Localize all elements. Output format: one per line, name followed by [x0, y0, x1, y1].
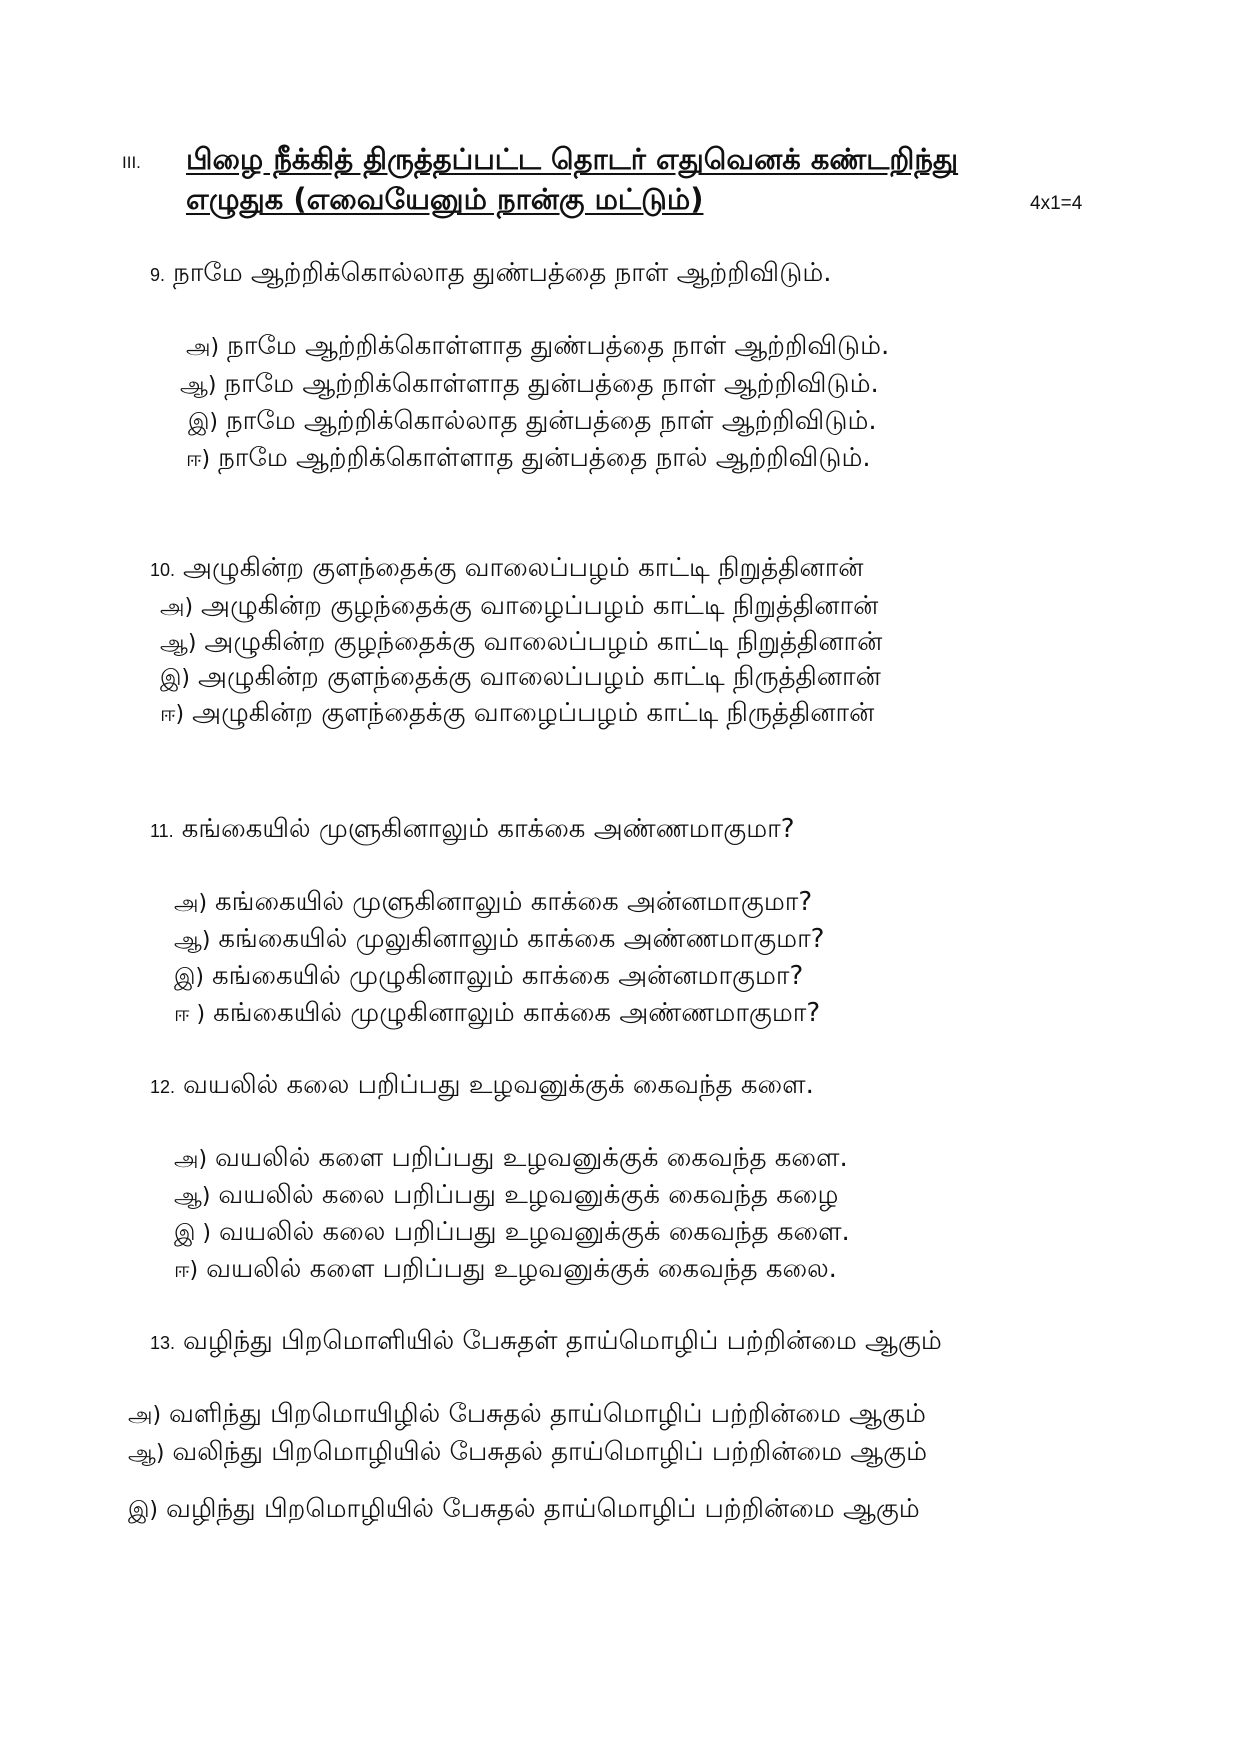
- question-text: நாமே ஆற்றிக்கொல்லாத துண்பத்தை நாள் ஆற்றிவிடும்.: [173, 258, 832, 288]
- option-label: ஆ): [128, 1441, 165, 1466]
- option-text: அழுகின்ற குழந்தைக்கு வாழைப்பழம் காட்டி நிறுத்தினான்: [201, 591, 879, 621]
- option-label: அ): [160, 595, 194, 620]
- question-13: [150, 1326, 942, 1359]
- option-9d: [186, 443, 871, 476]
- option-label: ஆ): [174, 928, 211, 953]
- option-label: இ ): [174, 1221, 211, 1246]
- option-text: வளிந்து பிறமொயிழில் பேசுதல் தாய்மொழிப் பற்றின்மை ஆகும்: [169, 1399, 926, 1429]
- option-12d: [174, 1254, 837, 1287]
- question-9: [150, 258, 832, 291]
- option-9b: [180, 369, 879, 402]
- option-12b: [174, 1180, 838, 1213]
- option-label: அ): [174, 1147, 208, 1172]
- option-label: ஆ): [160, 631, 197, 656]
- option-label: அ): [174, 891, 208, 916]
- option-text: கங்கையில் முளுகினாலும் காக்கை அன்னமாகுமா?: [215, 887, 813, 917]
- option-11d: [174, 998, 820, 1031]
- option-label: இ): [160, 666, 190, 691]
- section-title-line1: பிழை நீக்கித் திருத்தப்பட்ட தொடர் எதுவெனக் கண்டறிந்து: [186, 142, 959, 176]
- option-10b: [160, 627, 882, 660]
- option-label: இ): [188, 410, 218, 435]
- option-label: ஈ ): [174, 1002, 206, 1027]
- question-12: [150, 1070, 814, 1103]
- option-10a: [160, 591, 878, 624]
- option-text: அழுகின்ற குழந்தைக்கு வாலைப்பழம் காட்டி நிறுத்தினான்: [204, 627, 883, 657]
- option-11c: [174, 961, 803, 994]
- question-text: வயலில் கலை பறிப்பது உழவனுக்குக் கைவந்த களை.: [183, 1070, 814, 1100]
- section-title-line2: எழுதுக (எவையேனும் நான்கு மட்டும்): [186, 182, 704, 216]
- option-text: வயலில் கலை பறிப்பது உழவனுக்குக் கைவந்த கழை: [218, 1180, 839, 1210]
- question-text: வழிந்து பிறமொளியில் பேசுதள் தாய்மொழிப் பற்றின்மை ஆகும்: [183, 1326, 942, 1356]
- marks-allocation: 4x1=4: [1030, 193, 1083, 214]
- question-number: 11.: [150, 821, 174, 841]
- question-number: 9.: [150, 265, 166, 285]
- question-10: [150, 553, 864, 586]
- option-label: ஈ): [186, 447, 211, 472]
- option-13a: [128, 1399, 926, 1432]
- option-text: அழுகின்ற குளந்தைக்கு வாலைப்பழம் காட்டி நிருத்தினான்: [197, 662, 881, 692]
- option-text: நாமே ஆற்றிக்கொள்ளாத துண்பத்தை நாள் ஆற்றிவிடும்.: [227, 331, 890, 361]
- option-12a: [174, 1143, 848, 1176]
- option-text: நாமே ஆற்றிக்கொள்ளாத துன்பத்தை நாள் ஆற்றிவிடும்.: [224, 369, 879, 399]
- option-9a: [186, 331, 889, 364]
- question-number: 13.: [150, 1333, 176, 1353]
- option-text: கங்கையில் முலுகினாலும் காக்கை அண்ணமாகுமா?: [218, 924, 825, 954]
- option-text: கங்கையில் முழுகினாலும் காக்கை அண்ணமாகுமா?: [213, 998, 821, 1028]
- option-11a: [174, 887, 812, 920]
- option-label: அ): [186, 335, 220, 360]
- option-text: வலிந்து பிறமொழியில் பேசுதல் தாய்மொழிப் பற்றின்மை ஆகும்: [172, 1437, 928, 1467]
- option-9c: [188, 406, 877, 439]
- option-text: நாமே ஆற்றிக்கொல்லாத துன்பத்தை நாள் ஆற்றிவிடும்.: [225, 406, 877, 436]
- option-13b: [128, 1437, 927, 1470]
- option-label: ஈ): [160, 702, 185, 727]
- option-text: அழுகின்ற குளந்தைக்கு வாழைப்பழம் காட்டி நிருத்தினான்: [192, 698, 875, 728]
- question-11: [150, 814, 795, 847]
- option-12c: [174, 1217, 850, 1250]
- section-number: III.: [122, 153, 141, 172]
- option-13c: [128, 1494, 920, 1527]
- option-text: வயலில் கலை பறிப்பது உழவனுக்குக் கைவந்த களை.: [218, 1217, 850, 1247]
- option-text: வயலில் களை பறிப்பது உழவனுக்குக் கைவந்த களை.: [215, 1143, 848, 1173]
- question-number: 10.: [150, 560, 176, 580]
- option-text: நாமே ஆற்றிக்கொள்ளாத துன்பத்தை நால் ஆற்றிவிடும்.: [218, 443, 871, 473]
- question-text: அழுகின்ற குளந்தைக்கு வாலைப்பழம் காட்டி நிறுத்தினான்: [183, 553, 864, 583]
- option-label: அ): [128, 1403, 162, 1428]
- question-number: 12.: [150, 1077, 176, 1097]
- question-text: கங்கையில் முளுகினாலும் காக்கை அண்ணமாகுமா?: [181, 814, 795, 844]
- option-text: கங்கையில் முழுகினாலும் காக்கை அன்னமாகுமா?: [211, 961, 804, 991]
- option-label: இ): [128, 1498, 158, 1523]
- option-11b: [174, 924, 824, 957]
- option-label: ஆ): [180, 373, 217, 398]
- option-10c: [160, 662, 881, 695]
- option-label: இ): [174, 965, 204, 990]
- option-10d: [160, 698, 874, 731]
- option-text: வழிந்து பிறமொழியில் பேசுதல் தாய்மொழிப் பற்றின்மை ஆகும்: [165, 1494, 920, 1524]
- option-label: ஆ): [174, 1184, 211, 1209]
- option-text: வயலில் களை பறிப்பது உழவனுக்குக் கைவந்த கலை.: [206, 1254, 837, 1284]
- option-label: ஈ): [174, 1258, 199, 1283]
